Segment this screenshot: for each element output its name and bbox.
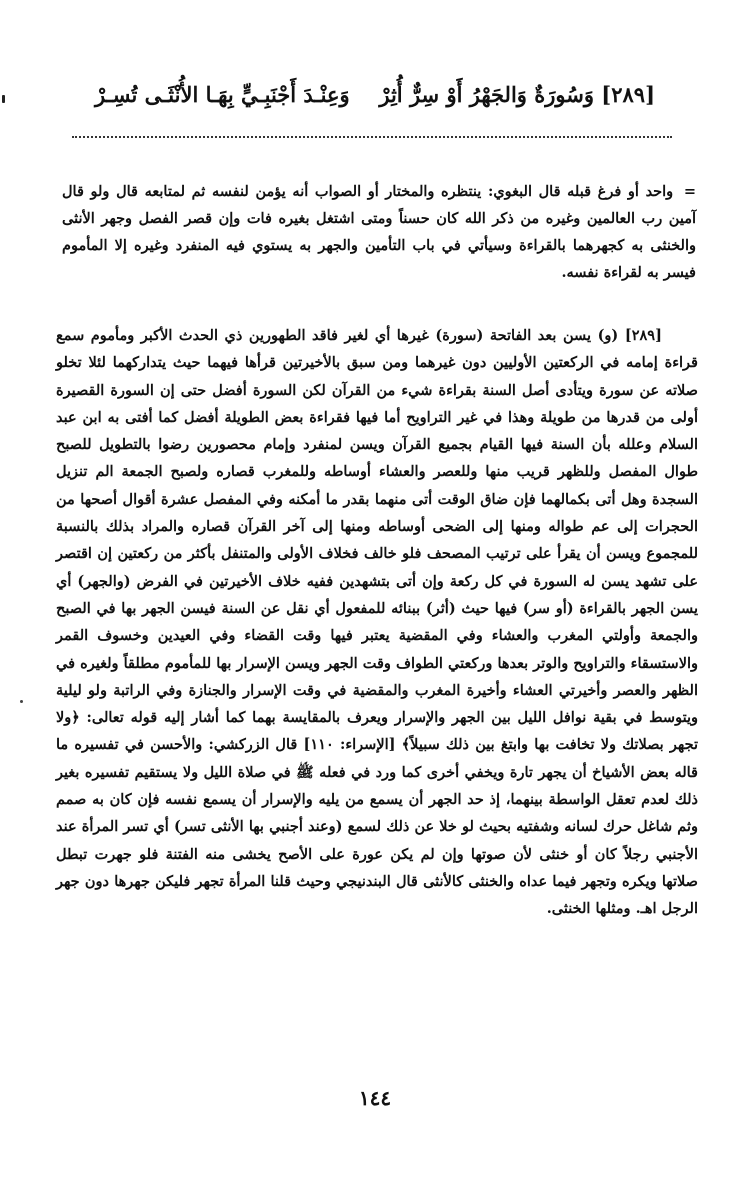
verse-first-hemistich: [٢٨٩] وَسُورَةٌ وَالجَهْرُ أَوْ سِرٌّ أُثِرْ <box>379 81 655 107</box>
verse-header <box>95 72 655 116</box>
commentary-paragraph <box>56 322 698 923</box>
scan-artifact-mark <box>2 95 5 103</box>
margin-dot <box>20 700 23 703</box>
continuation-marker: = <box>683 183 696 200</box>
verse-second-hemistich: وَعِنْـدَ أَجْنَبِـيٍّ بِهَـا الأُنْثَـى تُسِـرْ <box>95 81 350 107</box>
footnote-text: واحد أو فرغ قبله قال البغوي: ينتظره والمختار أو الصواب أنه يؤمن لنفسه ثم لمتابعه قال ولو قال آمين رب العالمين وغيره من ذكر الله كان حسناً ومتى اشتغل بغيره فات وإن قصر الفصل وجهر الأنثى والخنثى به كجهرهما بالقراءة وسيأتي في باب التأمين والجهر به يستوي فيه المنفرد وغيره إلا المأموم فيسر به لقراءة نفسه. <box>62 183 696 281</box>
commentary-text: (و) يسن بعد الفاتحة (سورة) غيرها أي لغير فاقد الطهورين ذي الحدث الأكبر ومأموم سمع قراءة إمامه في الركعتين الأوليين دون غيرهما ومن سبق بالأخيرتين قرأها فيهما حيث يتداركهما لئلا تخلو صلاته عن سورة ويتأدى أصل السنة بقراءة شيء من القرآن لكن السورة أفضل حتى إن السورة القصيرة أولى من قدرها من طويلة وهذا في غير التراويح أما فيها فقراءة بعض الطويلة أفضل كما أفتى به ابن عبد السلام وعلله بأن السنة فيها القيام بجميع القرآن ويسن لمنفرد وإمام محصورين رضوا بالتطويل للصبح طوال المفصل وللظهر قريب منها وللعصر والعشاء أوساطه وللمغرب قصاره ولصبح الجمعة الم تنزيل السجدة وهل أتى بكمالهما فإن ضاق الوقت أتى منهما بقدر ما أمكنه وفي المفصل عشرة أقوال أصحها من الحجرات إلى عم طواله ومنها إلى الضحى أوساطه ومنها إلى آخر القرآن قصاره والمراد بذلك بالنسبة للمجموع ويسن أن يقرأ على ترتيب المصحف فلو خالف فخلاف الأولى والمتنفل بأكثر من ركعتين إن اقتصر على تشهد يسن له السورة في كل ركعة وإن أتى بتشهدين ففيه خلاف الأخيرتين في الفرض (والجهر) أي يسن الجهر بالقراءة (أو سر) فيها حيث (أثر) ببنائه للمفعول أي نقل عن السنة فيسن الجهر بها في الصبح والجمعة وأولتي المغرب والعشاء وفي المقضية يعتبر فيها وقت القضاء وفي العيدين وخسوف القمر والاستسقاء والتراويح والوتر بعدها وركعتي الطواف وقت الجهر ويسن الإسرار بها للمأموم مطلقاً ولغيره في الظهر والعصر وأخيرتي العشاء وأخيرة المغرب والمقضية في وقت الإسرار والجنازة وفي الراتبة ولو ليلية ويتوسط في بقية نوافل الليل بين الجهر والإسرار ويعرف بالمقايسة بهما كما أشار إليه قوله تعالى: ﴿ولا تجهر بصلاتك ولا تخافت بها وابتغ بين ذلك سبيلاً﴾ [الإسراء: ١١٠] قال الزركشي: والأحسن في تفسيره ما قاله بعض الأشياخ أن يجهر تارة ويخفي أخرى كما ورد في فعله ﷺ في صلاة الليل ولا يستقيم تفسيره بغير ذلك لعدم تعقل الواسطة بينهما، إذ حد الجهر أن يسمع من يليه والإسرار أن يسمع نفسه فإن كان به صمم وثم شاغل حرك لسانه وشفتيه بحيث لو خلا عن ذلك لسمع (وعند أجنبي بها الأنثى تسر) أي تسر المرأة عند الأجنبي رجلاً كان أو خنثى لأن صوتها وإن لم يكن عورة على الأصح يخشى منه الفتنة فلو جهرت تبطل صلاتها ويكره وتجهر فيما عداه والخنثى كالأنثى قال البندنيجي وحيث قلنا المرأة تجهر فليكن جهرها دون جهر الرجل اهـ. ومثلها الخنثى. <box>56 327 698 918</box>
footnote-continuation <box>62 178 696 286</box>
page-number: ١٤٤ <box>358 1086 392 1110</box>
dotted-separator <box>72 136 672 138</box>
paragraph-number: [٢٨٩] <box>624 327 662 344</box>
